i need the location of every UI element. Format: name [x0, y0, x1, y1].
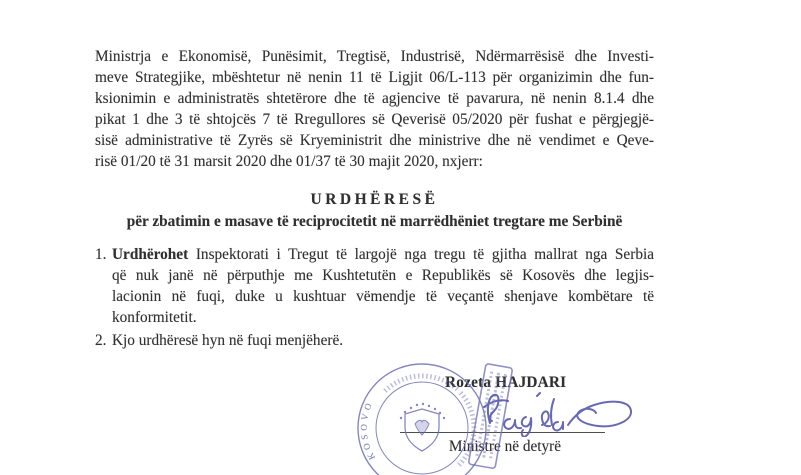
order-item-2-line: Kjo urdhëresë hyn në fuqi menjëherë.	[112, 332, 344, 349]
order-item-1-line: lacionin në fuqi, duke u kushtuar vëmendje të veçantë shenjave kombëtare të	[112, 288, 654, 305]
order-item-1-line-text: Inspektorati i Tregut të largojë nga tregu të gjitha mallrat nga Serbia	[195, 246, 655, 263]
document-heading	[95, 189, 654, 232]
document-subtitle: për zbatimin e masave të reciprocitetit në marrëdhëniet tregtare me Serbinë	[126, 213, 623, 230]
intro-line: ksionimin e administratës shtetërore dhe të agjencive të pavarura, në nenin 8.1.4 dhe	[95, 90, 654, 107]
order-item-1	[95, 244, 654, 328]
order-item-1-lead: Urdhërohet	[112, 246, 189, 263]
signatory-name: Rozeta HAJDARI	[445, 374, 567, 391]
handwritten-signature-icon	[480, 385, 638, 437]
intro-line: risë 01/20 të 31 marsit 2020 dhe 01/37 të 30 majit 2020, nxjerr:	[95, 153, 483, 170]
intro-line: pikat 1 dhe 3 të shtojcës 7 të Rregullores së Qeverisë 05/2020 për fushat e përgjegjë-	[95, 111, 654, 128]
document-title: URDHËRESË	[310, 191, 439, 208]
seal-ring-text: KOSOVO	[358, 398, 378, 462]
order-items	[95, 244, 654, 351]
intro-paragraph	[95, 46, 654, 172]
order-item-1-line: që nuk janë në përputhje me Kushtetutën e Republikës së Kosovës dhe legjis-	[112, 267, 654, 284]
signatory-role: Ministre në detyrë	[448, 438, 562, 455]
order-item-1-line	[112, 244, 654, 265]
intro-line: sisë administrative të Zyrës së Kryeministrit dhe ministrive dhe në vendimet e Qeve-	[95, 132, 654, 149]
order-item-2-number: 2.	[95, 332, 107, 349]
order-item-1-number: 1.	[95, 246, 107, 263]
order-item-1-line: konformitetit.	[112, 309, 197, 326]
intro-line: Ministrja e Ekonomisë, Punësimit, Tregtisë, Industrisë, Ndërmarrësisë dhe Investi-	[95, 48, 654, 65]
order-item-2	[95, 330, 654, 351]
intro-line: meve Strategjike, mbështetur në nenin 11 të Ligjit 06/L-113 për organizimin dhe fun-	[95, 69, 654, 86]
